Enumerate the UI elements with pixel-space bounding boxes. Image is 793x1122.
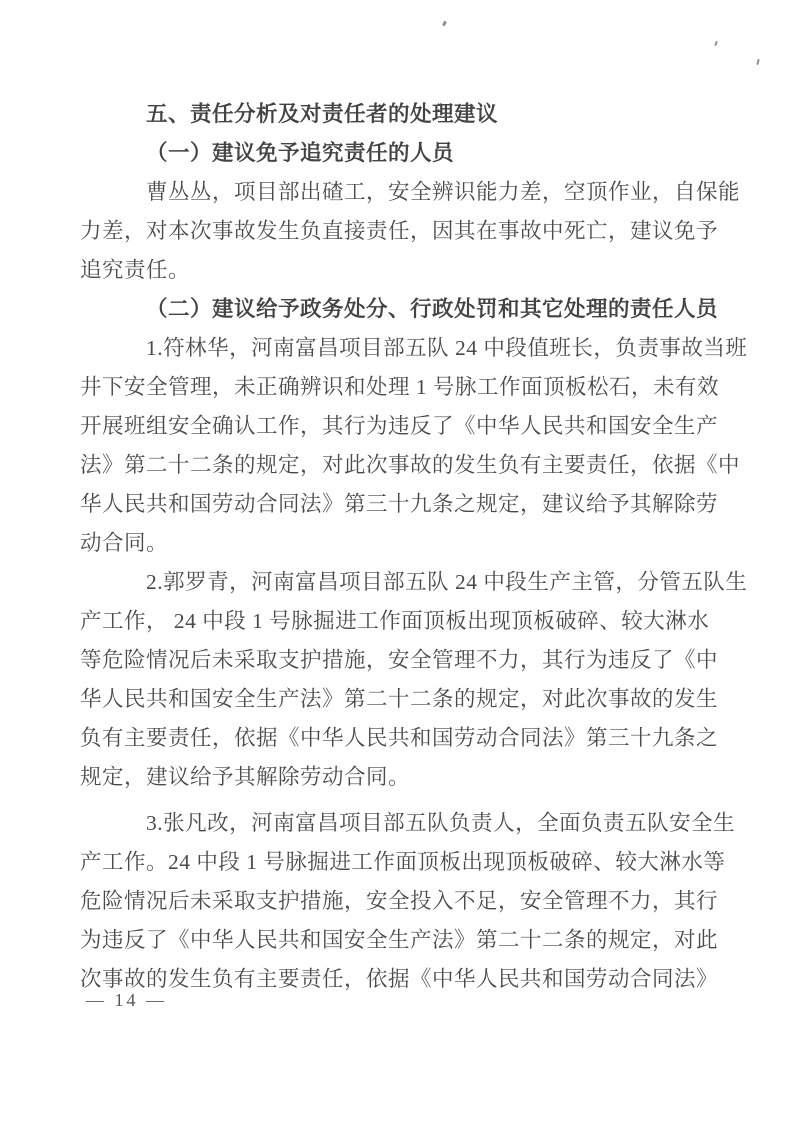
- paragraph: [80, 173, 741, 290]
- scan-artifact: [756, 59, 759, 65]
- text-line: 追究责任。: [80, 258, 191, 282]
- text-line: 3.张凡改，河南富昌项目部五队负责人，全面负责五队安全生: [146, 811, 736, 835]
- text-line: 华人民共和国劳动合同法》第三十九条之规定，建议给予其解除劳: [80, 492, 719, 516]
- paragraph: [80, 329, 748, 563]
- text-line: 负有主要责任，依据《中华人民共和国劳动合同法》第三十九条之: [80, 726, 719, 750]
- text-line: 规定，建议给予其解除劳动合同。: [80, 765, 411, 789]
- paragraph: [80, 804, 736, 999]
- subsection-heading: （一）建议免予追究责任的人员: [146, 141, 455, 165]
- scan-artifact: [442, 21, 447, 27]
- text-line: 等危险情况后未采取支护措施，安全管理不力，其行为违反了《中: [80, 648, 719, 672]
- text-line: 为违反了《中华人民共和国安全生产法》第二十二条的规定，对此: [80, 928, 719, 952]
- text-line: 1.符林华，河南富昌项目部五队 24 中段值班长，负责事故当班: [146, 336, 748, 360]
- scan-artifact: [714, 41, 718, 46]
- subsection-heading: （二）建议给予政务处分、行政处罚和其它处理的责任人员: [146, 297, 719, 321]
- text-line: 动合同。: [80, 531, 169, 555]
- text-line: 开展班组安全确认工作，其行为违反了《中华人民共和国安全生产: [80, 414, 719, 438]
- page-number: — 14 —: [86, 990, 167, 1010]
- text-line: 2.郭罗青，河南富昌项目部五队 24 中段生产主管，分管五队生: [146, 570, 748, 594]
- document-body: [80, 95, 748, 999]
- text-line: 危险情况后未采取支护措施，安全投入不足，安全管理不力，其行: [80, 889, 719, 913]
- text-line: 法》第二十二条的规定，对此次事故的发生负有主要责任，依据《中: [80, 453, 741, 477]
- text-line: 产工作， 24 中段 1 号脉掘进工作面顶板出现顶板破碎、较大淋水: [80, 609, 710, 633]
- text-line: 产工作。24 中段 1 号脉掘进工作面顶板出现顶板破碎、较大淋水等: [80, 850, 726, 874]
- text-line: 力差，对本次事故发生负直接责任，因其在事故中死亡，建议免予: [80, 219, 719, 243]
- section-heading: 五、责任分析及对责任者的处理建议: [146, 102, 499, 126]
- text-line: 华人民共和国安全生产法》第二十二条的规定，对此次事故的发生: [80, 687, 719, 711]
- text-line: 井下安全管理，未正确辨识和处理 1 号脉工作面顶板松石，未有效: [80, 375, 720, 399]
- text-line: 曹丛丛，项目部出碴工，安全辨识能力差，空顶作业，自保能: [146, 180, 741, 204]
- text-line: 次事故的发生负有主要责任，依据《中华人民共和国劳动合同法》: [80, 967, 719, 991]
- paragraph: [80, 563, 748, 797]
